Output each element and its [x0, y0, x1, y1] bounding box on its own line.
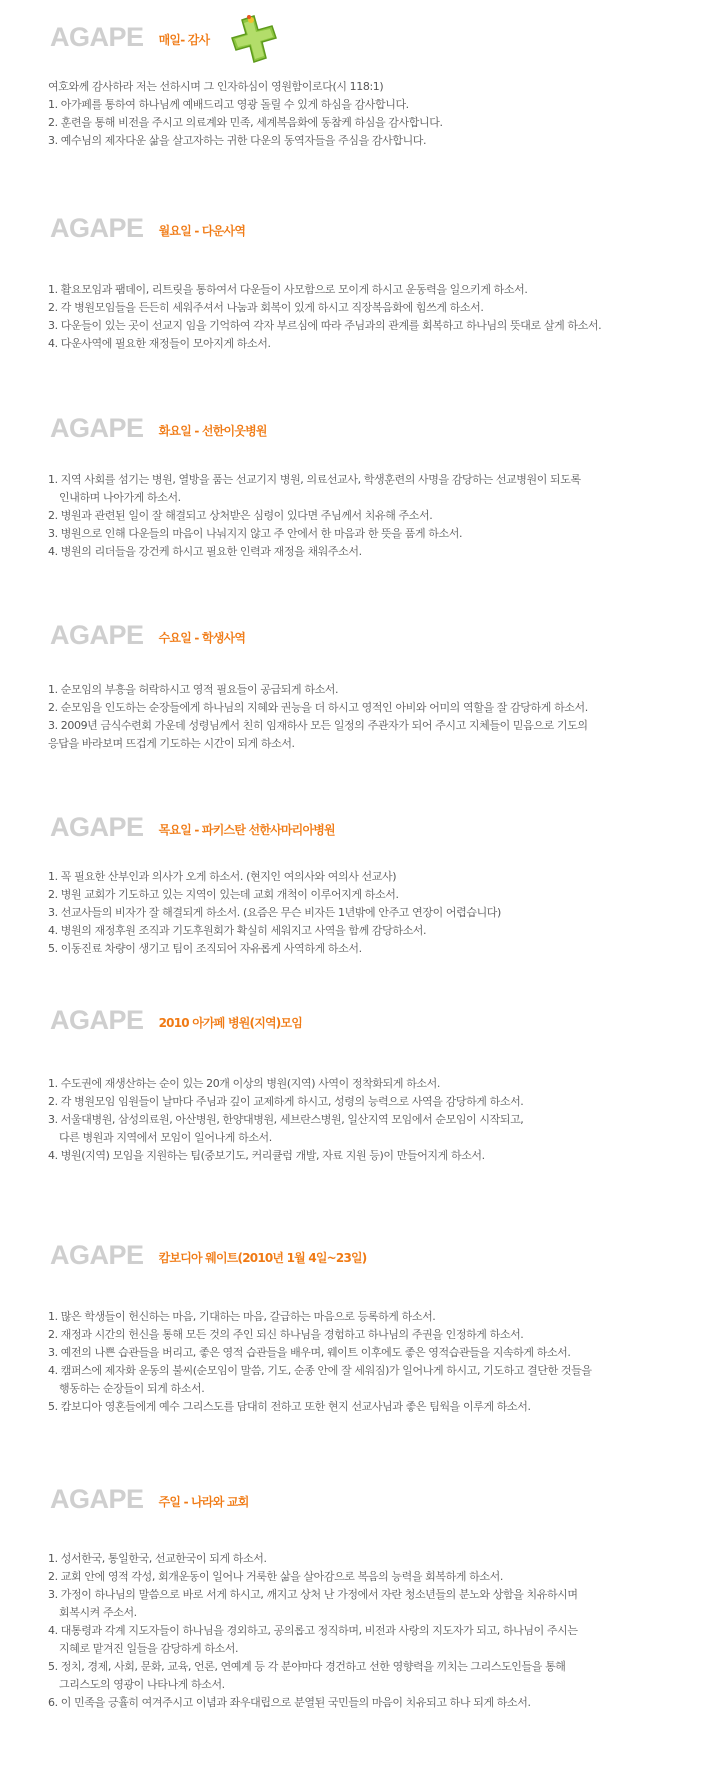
list-item: 응답을 바라보며 뜨겁게 기도하는 시간이 되게 하소서.	[48, 737, 295, 750]
section-heading	[50, 413, 267, 443]
list-item: 1. 지역 사회를 섬기는 병원, 열방을 품는 선교기지 병원, 의료선교사, 학생훈련의 사명을 감당하는 선교병원이 되도록	[48, 473, 581, 486]
list-item: 4. 캠퍼스에 제자화 운동의 불씨(순모임이 말씀, 기도, 순종 안에 잘 세워짐)가 일어나게 하시고, 기도하고 결단한 것들을	[48, 1364, 592, 1377]
prayer-list	[48, 471, 581, 561]
brand-logo: AGAPE	[50, 1240, 144, 1270]
list-item: 4. 병원의 리더들을 강건케 하시고 필요한 인력과 재정을 채워주소서.	[48, 545, 362, 558]
list-item: 4. 다운사역에 필요한 재정들이 모아지게 하소서.	[48, 337, 271, 350]
list-item: 3. 병원으로 인해 다운들의 마음이 나눠지지 않고 주 안에서 한 마음과 한 뜻을 품게 하소서.	[48, 527, 463, 540]
list-item: 5. 캄보디아 영혼들에게 예수 그리스도를 담대히 전하고 또한 현지 선교사님과 좋은 팀웍을 이루게 하소서.	[48, 1400, 531, 1413]
list-item: 4. 대통령과 각계 지도자들이 하나님을 경외하고, 공의롭고 정직하며, 비전과 사랑의 지도자가 되고, 하나님이 주시는	[48, 1624, 578, 1637]
prayer-list	[48, 681, 588, 753]
list-item: 3. 다운들이 있는 곳이 선교지 임을 기억하여 각자 부르심에 따라 주님과의 관계를 회복하고 하나님의 뜻대로 살게 하소서.	[48, 319, 602, 332]
prayer-list	[48, 78, 443, 150]
list-item: 6. 이 민족을 긍휼히 여겨주시고 이념과 좌우대립으로 분열된 국민들의 마음이 치유되고 하나 되게 하소서.	[48, 1696, 531, 1709]
brand-logo: AGAPE	[50, 1005, 144, 1035]
list-item: 4. 병원(지역) 모임을 지원하는 팀(중보기도, 커리큘럼 개발, 자료 지원 등)이 만들어지게 하소서.	[48, 1149, 485, 1162]
brand-logo: AGAPE	[50, 620, 144, 650]
section-heading	[50, 1484, 248, 1514]
list-item: 인내하며 나아가게 하소서.	[59, 491, 181, 504]
brand-logo: AGAPE	[50, 413, 144, 443]
prayer-list	[48, 1550, 578, 1712]
section-subtitle: 화요일 - 선한이웃병원	[158, 424, 267, 438]
list-item: 2. 순모임을 인도하는 순장들에게 하나님의 지혜와 권능을 더 하시고 영적인 아비와 어미의 역할을 잘 감당하게 하소서.	[48, 701, 588, 714]
section-heading	[50, 812, 335, 842]
list-item: 4. 병원의 재정후원 조직과 기도후원회가 확실히 세워지고 사역을 함께 감당하소서.	[48, 924, 427, 937]
prayer-list	[48, 281, 601, 353]
list-item: 1. 활요모임과 팸데이, 리트릿을 통하여서 다운들이 사모함으로 모이게 하시고 운동력을 일으키게 하소서.	[48, 283, 528, 296]
list-item: 지혜로 맡겨진 일들을 감당하게 하소서.	[59, 1642, 239, 1655]
section-heading	[50, 620, 245, 650]
list-item: 회복시켜 주소서.	[59, 1606, 137, 1619]
list-item: 2. 각 병원모임 임원들이 날마다 주님과 깊이 교제하게 하시고, 성령의 능력으로 사역을 감당하게 하소서.	[48, 1095, 524, 1108]
section-heading	[50, 22, 209, 52]
list-item: 5. 정치, 경제, 사회, 문화, 교육, 언론, 연예계 등 각 분야마다 경건하고 선한 영향력을 끼치는 그리스도인들을 통해	[48, 1660, 566, 1673]
section-subtitle: 주일 - 나라와 교회	[158, 1495, 249, 1509]
list-item: 5. 이동진료 차량이 생기고 팀이 조직되어 자유롭게 사역하게 하소서.	[48, 942, 362, 955]
list-item: 2. 재정과 시간의 헌신을 통해 모든 것의 주인 되신 하나님을 경험하고 하나님의 주권을 인정하게 하소서.	[48, 1328, 524, 1341]
section-subtitle: 월요일 - 다운사역	[158, 224, 246, 238]
brand-logo: AGAPE	[50, 213, 144, 243]
list-item: 2. 훈련을 통해 비전을 주시고 의료계와 민족, 세계복음화에 동참케 하심을 감사합니다.	[48, 116, 443, 129]
section-subtitle: 매일- 감사	[158, 33, 210, 47]
list-item: 3. 2009년 금식수련회 가운데 성령님께서 친히 임재하사 모든 일정의 주관자가 되어 주시고 지체들이 믿음으로 기도의	[48, 719, 588, 732]
list-item: 2. 교회 안에 영적 각성, 회개운동이 일어나 거룩한 삶을 살아감으로 복음의 능력을 회복하게 하소서.	[48, 1570, 503, 1583]
section-subtitle: 2010 아가페 병원(지역)모임	[158, 1016, 303, 1030]
list-item: 그리스도의 영광이 나타나게 하소서.	[59, 1678, 225, 1691]
list-item: 2. 각 병원모임들을 든든히 세워주셔서 나눔과 회복이 있게 하시고 직장복음화에 힘쓰게 하소서.	[48, 301, 484, 314]
prayer-list	[48, 1308, 592, 1416]
section-heading	[50, 1005, 302, 1035]
section-subtitle: 목요일 - 파키스탄 선한사마리아병원	[158, 823, 335, 837]
list-item: 3. 예수님의 제자다운 삶을 살고자하는 귀한 다운의 동역자들을 주심을 감사합니다.	[48, 134, 427, 147]
list-item: 1. 수도권에 재생산하는 순이 있는 20개 이상의 병원(지역) 사역이 정착화되게 하소서.	[48, 1077, 440, 1090]
list-item: 3. 선교사들의 비자가 잘 해결되게 하소서. (요즘은 무슨 비자든 1년밖에 안주고 연장이 어렵습니다)	[48, 906, 501, 919]
list-item: 1. 아가페를 통하여 하나님께 예배드리고 영광 돌릴 수 있게 하심을 감사합니다.	[48, 98, 409, 111]
brand-logo: AGAPE	[50, 1484, 144, 1514]
list-item: 여호와께 감사하라 저는 선하시며 그 인자하심이 영원함이로다(시 118:1)	[48, 80, 384, 93]
section-subtitle: 캄보디아 웨이트(2010년 1월 4일~23일)	[158, 1251, 367, 1265]
list-item: 3. 서울대병원, 삼성의료원, 아산병원, 한양대병원, 세브란스병원, 일산지역 모임에서 순모임이 시작되고,	[48, 1113, 524, 1126]
section-heading	[50, 1240, 367, 1270]
list-item: 3. 예전의 나쁜 습관들을 버리고, 좋은 영적 습관들을 배우며, 웨이트 이후에도 좋은 영적습관들을 지속하게 하소서.	[48, 1346, 571, 1359]
prayer-list	[48, 1075, 523, 1165]
list-item: 1. 꼭 필요한 산부인과 의사가 오게 하소서. (현지인 여의사와 여의사 선교사)	[48, 870, 397, 883]
list-item: 1. 많은 학생들이 헌신하는 마음, 기대하는 마음, 갈급하는 마음으로 등록하게 하소서.	[48, 1310, 436, 1323]
list-item: 2. 병원과 관련된 일이 잘 해결되고 상처받은 심령이 있다면 주님께서 치유해 주소서.	[48, 509, 433, 522]
list-item: 행동하는 순장들이 되게 하소서.	[59, 1382, 205, 1395]
section-heading	[50, 213, 245, 243]
list-item: 1. 성서한국, 통일한국, 선교한국이 되게 하소서.	[48, 1552, 267, 1565]
green-cross-icon	[220, 14, 280, 70]
list-item: 3. 가정이 하나님의 말씀으로 바로 서게 하시고, 깨지고 상처 난 가정에서 자란 청소년들의 분노와 상함을 치유하시며	[48, 1588, 578, 1601]
prayer-list	[48, 868, 501, 958]
brand-logo: AGAPE	[50, 812, 144, 842]
list-item: 1. 순모임의 부흥을 허락하시고 영적 필요들이 공급되게 하소서.	[48, 683, 339, 696]
list-item: 다른 병원과 지역에서 모임이 일어나게 하소서.	[59, 1131, 272, 1144]
brand-logo: AGAPE	[50, 22, 144, 52]
list-item: 2. 병원 교회가 기도하고 있는 지역이 있는데 교회 개척이 이루어지게 하소서.	[48, 888, 399, 901]
section-subtitle: 수요일 - 학생사역	[158, 631, 246, 645]
